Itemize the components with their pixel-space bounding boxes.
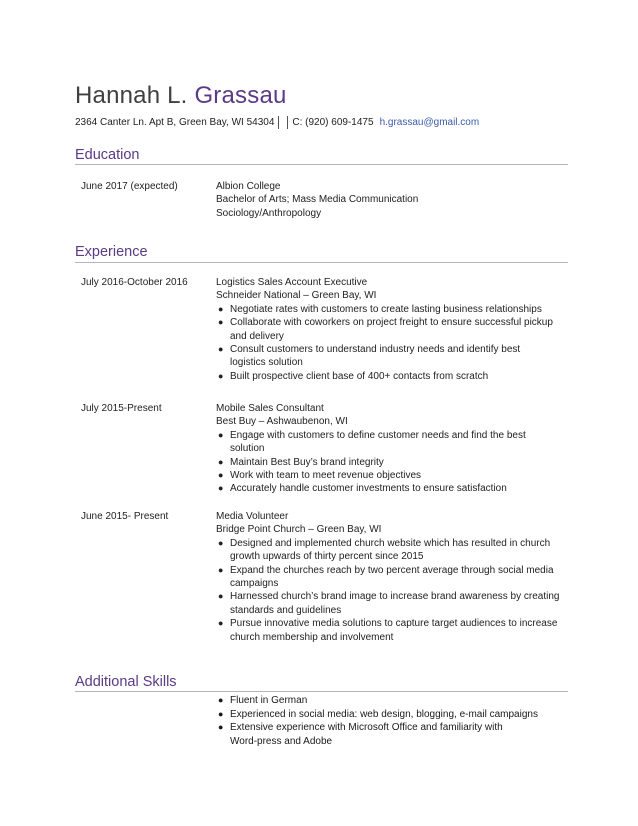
bullet-item: [216, 469, 566, 482]
bullet-text: Experienced in social media: web design, blogging, e-mail campaigns: [230, 708, 538, 720]
bullet-text: and delivery: [230, 330, 284, 342]
bullet-text: Consult customers to understand industry needs and identify best: [230, 344, 521, 356]
bullet-text: Work with team to meet revenue objectives: [230, 470, 422, 482]
bullet-text: campaigns: [230, 578, 279, 590]
bullet-text: Extensive experience with Microsoft Office and familiarity with: [230, 722, 503, 734]
bullet-text: Harnessed church’s brand image to increase brand awareness by creating: [230, 591, 560, 603]
bullet-dot-icon: ●: [218, 303, 224, 314]
bullet-dot-icon: ●: [218, 429, 224, 440]
bullet-text: Word-press and Adobe: [230, 735, 333, 747]
bullet-item: [216, 316, 566, 343]
job-org: Schneider National – Green Bay, WI: [216, 290, 377, 302]
job-date: June 2015- Present: [81, 511, 169, 522]
bullet-dot-icon: ●: [218, 618, 224, 629]
bullet-dot-icon: ●: [218, 344, 224, 355]
education-line: Bachelor of Arts; Mass Media Communication: [216, 194, 419, 206]
skills-rule: [75, 691, 568, 692]
phone: C: (920) 609-1475: [292, 117, 374, 128]
separator-bar: [287, 116, 288, 129]
bullet-text: growth upwards of thirty percent since 2015: [230, 551, 424, 563]
bullet-dot-icon: ●: [218, 722, 224, 733]
bullet-text: Pursue innovative media solutions to capture target audiences to increase: [230, 618, 558, 630]
bullet-item: [216, 456, 566, 469]
separator-bar: [278, 116, 279, 129]
education-title: Education: [75, 147, 140, 163]
address: 2364 Canter Ln. Apt B, Green Bay, WI 54304: [75, 117, 275, 128]
bullet-text: Expand the churches reach by two percent average through social media: [230, 564, 554, 576]
bullet-item: [216, 537, 566, 564]
first-name: Hannah L.: [75, 82, 188, 109]
bullet-item: [216, 482, 566, 495]
job-bullets: [216, 429, 566, 496]
bullet-item: [216, 617, 566, 644]
bullet-dot-icon: ●: [218, 695, 224, 705]
job-org: Bridge Point Church – Green Bay, WI: [216, 524, 382, 536]
skills-bullets: [216, 694, 568, 748]
last-name: Grassau: [194, 82, 287, 109]
job-details: [216, 402, 566, 496]
bullet-text: Engage with customers to define customer needs and find the best: [230, 429, 526, 441]
contact-line: [75, 116, 479, 129]
education-details: [216, 180, 566, 220]
education-line: Albion College: [216, 181, 281, 192]
bullet-text: logistics solution: [230, 357, 303, 369]
bullet-dot-icon: ●: [218, 708, 224, 719]
bullet-item: [216, 708, 568, 722]
education-date: June 2017 (expected): [81, 181, 178, 192]
bullet-text: Maintain Best Buy’s brand integrity: [230, 456, 384, 468]
bullet-text: Built prospective client base of 400+ contacts from scratch: [230, 370, 489, 382]
bullet-dot-icon: ●: [218, 317, 224, 328]
skills-title: Additional Skills: [75, 674, 177, 690]
candidate-name: [75, 82, 287, 110]
education-line: Sociology/Anthropology: [216, 207, 322, 219]
skills-list: [216, 694, 568, 748]
bullet-dot-icon: ●: [218, 591, 224, 602]
bullet-text: Accurately handle customer investments to ensure satisfaction: [230, 483, 507, 495]
bullet-item: [216, 694, 568, 708]
bullet-item: [216, 564, 566, 591]
bullet-dot-icon: ●: [218, 564, 224, 575]
job-details: [216, 510, 566, 644]
bullet-text: church membership and involvement: [230, 631, 394, 643]
bullet-dot-icon: ●: [218, 537, 224, 548]
job-role: Logistics Sales Account Executive: [216, 277, 368, 288]
bullet-dot-icon: ●: [218, 370, 224, 381]
job-details: [216, 276, 566, 383]
bullet-text: Negotiate rates with customers to create lasting business relationships: [230, 303, 542, 315]
bullet-text: standards and guidelines: [230, 604, 342, 616]
job-date: July 2015-Present: [81, 403, 162, 414]
experience-rule: [75, 262, 568, 263]
email-link[interactable]: h.grassau@gmail.com: [379, 117, 480, 128]
bullet-item: [216, 370, 566, 383]
education-rule: [75, 164, 568, 165]
experience-title: Experience: [75, 244, 148, 260]
bullet-item: [216, 721, 568, 748]
job-bullets: [216, 303, 566, 383]
bullet-text: Collaborate with coworkers on project freight to ensure successful pickup: [230, 317, 553, 329]
job-date: July 2016-October 2016: [81, 277, 188, 288]
bullet-dot-icon: ●: [218, 470, 224, 481]
bullet-item: [216, 429, 566, 456]
bullet-text: solution: [230, 443, 265, 455]
bullet-dot-icon: ●: [218, 483, 224, 494]
bullet-item: [216, 590, 566, 617]
job-org: Best Buy – Ashwaubenon, WI: [216, 416, 348, 428]
job-role: Media Volunteer: [216, 511, 289, 522]
bullet-dot-icon: ●: [218, 456, 224, 467]
job-bullets: [216, 537, 566, 644]
bullet-item: [216, 303, 566, 316]
bullet-text: Designed and implemented church website which has resulted in church: [230, 537, 551, 549]
bullet-item: [216, 343, 566, 370]
job-role: Mobile Sales Consultant: [216, 403, 324, 414]
bullet-text: Fluent in German: [230, 695, 308, 706]
